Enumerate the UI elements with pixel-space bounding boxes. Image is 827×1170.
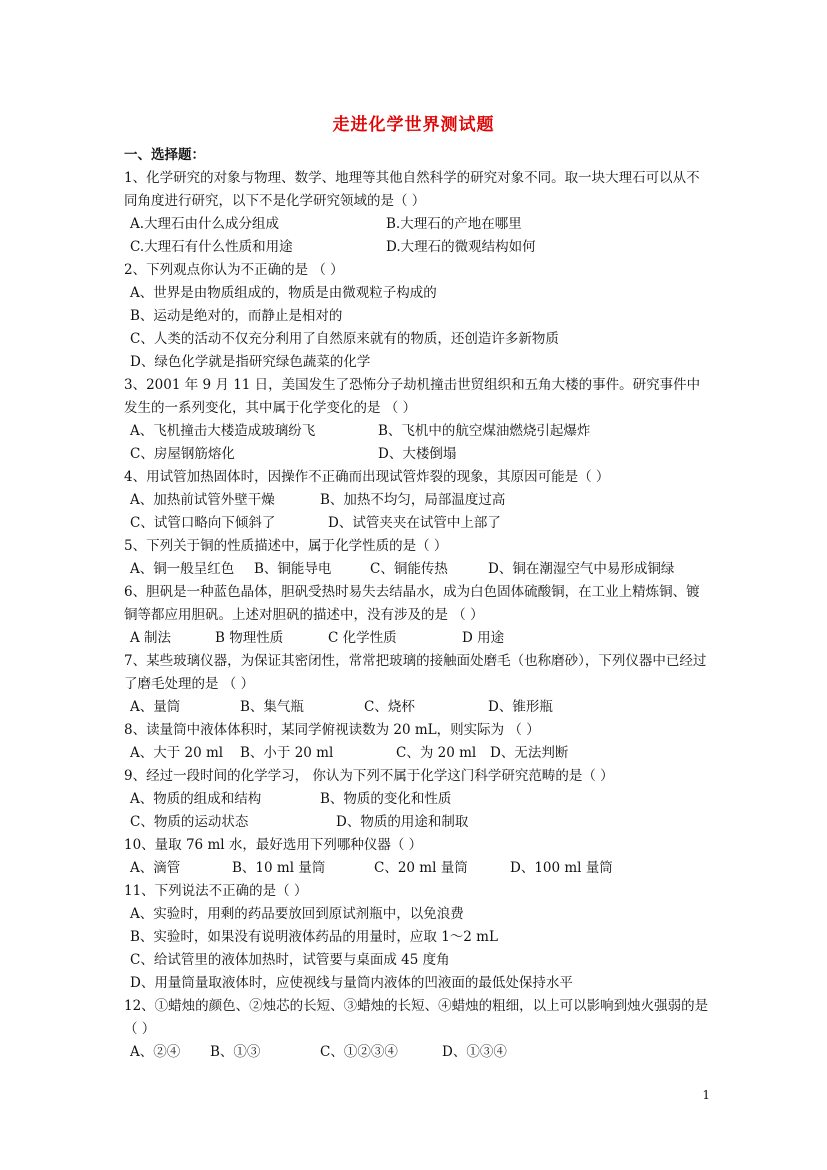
option-b: B、运动是绝对的，而静止是相对的 xyxy=(130,308,343,324)
option-b: B、铜能导电 xyxy=(254,561,332,577)
option-row xyxy=(124,742,709,765)
option-d: D 用途 xyxy=(462,630,505,646)
option-d: D、试管夹夹在试管中上部了 xyxy=(328,515,501,531)
option-row xyxy=(124,1041,709,1064)
option-c: C、物质的运动状态 xyxy=(130,814,249,830)
option-a: A.大理石由什么成分组成 xyxy=(130,216,280,232)
option-b: B、物质的变化和性质 xyxy=(320,791,452,807)
page-number: 1 xyxy=(702,1088,710,1102)
option-c: C、①②③④ xyxy=(320,1044,398,1060)
document-title: 走进化学世界测试题 xyxy=(332,115,495,135)
section-heading: 一、选择题： xyxy=(124,147,205,163)
option-b: B、集气瓶 xyxy=(240,699,304,715)
option-row xyxy=(124,512,709,535)
option-b: B.大理石的产地在哪里 xyxy=(386,216,522,232)
option-c: C、铜能传热 xyxy=(370,561,448,577)
option-row xyxy=(124,443,709,466)
option-row xyxy=(124,788,709,811)
option-b: B 物理性质 xyxy=(215,630,284,646)
question-stem: 7、某些玻璃仪器，为保证其密闭性，常常把玻璃的接触面处磨毛（也称磨砂），下列仪器中已经过了磨毛处理的是 （ ） xyxy=(124,653,707,692)
question-stem: 10、量取 76 ml 水，最好选用下列哪种仪器（ ） xyxy=(124,837,423,853)
option-row xyxy=(124,696,709,719)
option-d: D、绿色化学就是指研究绿色蔬菜的化学 xyxy=(130,354,371,370)
option-d: D、①③④ xyxy=(442,1044,507,1060)
option-a: A、量筒 xyxy=(130,699,181,715)
question-stem: 2、下列观点你认为不正确的是 （ ） xyxy=(124,262,344,278)
option-b: B、小于 20 ml xyxy=(240,745,334,761)
option-row xyxy=(124,420,709,443)
option-row xyxy=(124,236,709,259)
option-c: C、20 ml 量筒 xyxy=(374,860,468,876)
question-stem: 1、化学研究的对象与物理、数学、地理等其他自然科学的研究对象不同。取一块大理石可以从不同角度进行研究，以下不是化学研究领域的是（ ） xyxy=(124,170,700,209)
option-a: A、大于 20 ml xyxy=(130,745,224,761)
option-b: B、飞机中的航空煤油燃烧引起爆炸 xyxy=(378,423,591,439)
question-stem: 9、经过一段时间的化学学习， 你认为下列不属于化学这门科学研究范畴的是（ ） xyxy=(124,768,614,784)
option-c: C.大理石有什么性质和用途 xyxy=(130,239,293,255)
question-stem: 4、用试管加热固体时，因操作不正确而出现试管炸裂的现象，其原因可能是（ ） xyxy=(124,469,610,485)
option-c: C、烧杯 xyxy=(364,699,415,715)
option-a: A、滴管 xyxy=(130,860,181,876)
option-a: A、铜一般呈红色 xyxy=(130,561,235,577)
option-row xyxy=(124,627,709,650)
option-c: C、试管口略向下倾斜了 xyxy=(130,515,276,531)
option-a: A、世界是由物质组成的，物质是由微观粒子构成的 xyxy=(130,285,437,301)
question-stem: 6、胆矾是一种蓝色晶体，胆矾受热时易失去结晶水，成为白色固体硫酸铜，在工业上精炼铜、镀铜等都应用胆矾。上述对胆矾的描述中，没有涉及的是 （ ） xyxy=(124,584,700,623)
option-row xyxy=(124,558,709,581)
option-d: D、锥形瓶 xyxy=(488,699,553,715)
question-stem: 11、下列说法不正确的是（ ） xyxy=(124,883,308,899)
option-b: B、实验时，如果没有说明液体药品的用量时，应取 1～2 mL xyxy=(130,929,498,945)
option-row xyxy=(124,857,709,880)
option-a: A、加热前试管外壁干燥 xyxy=(130,492,275,508)
option-b: B、10 ml 量筒 xyxy=(232,860,326,876)
question-stem: 12、①蜡烛的颜色、②烛芯的长短、③蜡烛的长短、④蜡烛的粗细，以上可以影响到烛火强弱的是（ ） xyxy=(124,998,709,1037)
option-c: C、为 20 ml xyxy=(396,745,477,761)
option-c: C、人类的活动不仅充分利用了自然原来就有的物质，还创造许多新物质 xyxy=(130,331,559,347)
option-d: D、100 ml 量筒 xyxy=(510,860,613,876)
option-d: D、铜在潮湿空气中易形成铜绿 xyxy=(488,561,675,577)
option-d: D、无法判断 xyxy=(490,745,569,761)
question-stem: 5、下列关于铜的性质描述中，属于化学性质的是（ ） xyxy=(124,538,448,554)
option-c: C、房屋钢筋熔化 xyxy=(130,446,235,462)
option-b: B、加热不均匀，局部温度过高 xyxy=(320,492,506,508)
option-d: D、大楼倒塌 xyxy=(378,446,457,462)
option-a: A、物质的组成和结构 xyxy=(130,791,262,807)
question-stem: 3、2001 年 9 月 11 日，美国发生了恐怖分子劫机撞击世贸组织和五角大楼的事件。研究事件中发生的一系列变化，其中属于化学变化的是 （ ） xyxy=(124,377,701,416)
option-d: D、物质的用途和制取 xyxy=(336,814,469,830)
option-c: C 化学性质 xyxy=(328,630,397,646)
option-a: A、飞机撞击大楼造成玻璃纷飞 xyxy=(130,423,316,439)
option-row xyxy=(124,811,709,834)
question-stem: 8、读量筒中液体体积时，某同学俯视读数为 20 mL，则实际为 （ ） xyxy=(124,722,540,738)
option-d: D.大理石的微观结构如何 xyxy=(386,239,536,255)
option-row xyxy=(124,489,709,512)
option-a: A、②④ xyxy=(130,1044,181,1060)
option-d: D、用量筒量取液体时，应使视线与量筒内液体的凹液面的最低处保持水平 xyxy=(130,975,573,991)
option-a: A、实验时，用剩的药品要放回到原试剂瓶中，以免浪费 xyxy=(130,906,464,922)
option-b: B、①③ xyxy=(210,1044,261,1060)
question-list xyxy=(124,144,709,1064)
option-a: A 制法 xyxy=(130,630,172,646)
option-c: C、给试管里的液体加热时，试管要与桌面成 45 度角 xyxy=(130,952,450,968)
option-row xyxy=(124,213,709,236)
